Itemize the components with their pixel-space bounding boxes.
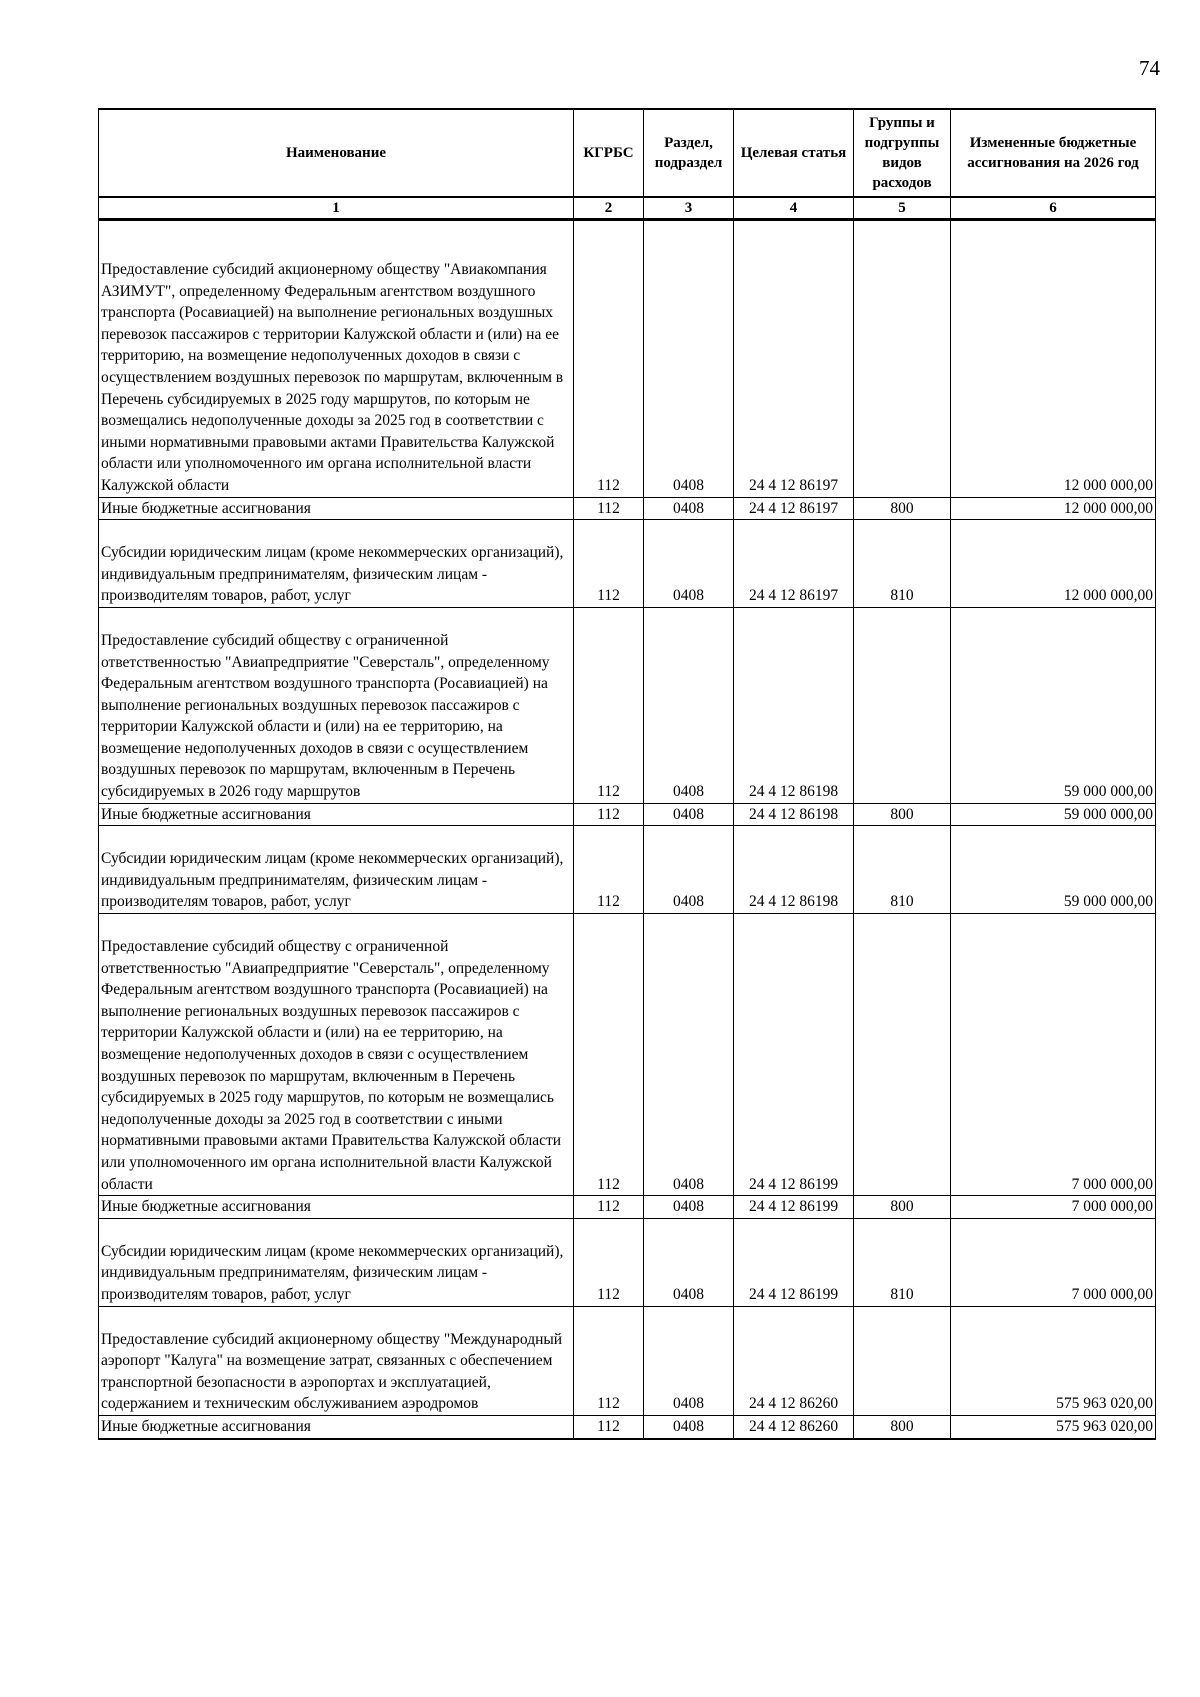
column-number: 5: [854, 197, 951, 220]
row-name: Предоставление субсидий акционерному обществу "Авиакомпания АЗИМУТ", определенному Федеральным агентством воздушного транспорта (Росавиацией) на выполнение региональных воздушных перевозок пассажиров с территории Калужской области и (или) на ее территорию, на возмещение недополученных доходов в связи с осуществлением воздушных перевозок по маршрутам, включенным в Перечень субсидируемых в 2025 году маршрутов, по которым не возмещались недополученные доходы за 2025 год в соответствии с иными нормативными правовыми актами Правительства Калужской области или уполномоченного им органа исполнительной власти Калужской области: [99, 259, 574, 497]
header-kgrbs: КГРБС: [574, 109, 644, 197]
row-group: 800: [854, 1415, 951, 1438]
table-row: [99, 803, 1156, 826]
row-section: 0408: [644, 1196, 734, 1219]
header-target: Целевая статья: [734, 109, 854, 197]
header-row: [99, 109, 1156, 197]
table-row: [99, 259, 1156, 497]
column-number: 3: [644, 197, 734, 220]
row-group: 810: [854, 542, 951, 607]
row-amount: 12 000 000,00: [951, 259, 1156, 497]
row-kgrbs: 112: [574, 1329, 644, 1416]
row-kgrbs: 112: [574, 1241, 644, 1306]
row-section: 0408: [644, 1415, 734, 1438]
row-amount: 7 000 000,00: [951, 936, 1156, 1196]
table-row: [99, 936, 1156, 1196]
row-section: 0408: [644, 542, 734, 607]
table-row: [99, 1196, 1156, 1219]
column-number: 4: [734, 197, 854, 220]
row-section: 0408: [644, 803, 734, 826]
row-amount: 575 963 020,00: [951, 1415, 1156, 1438]
row-kgrbs: 112: [574, 848, 644, 913]
row-target: 24 4 12 86260: [734, 1415, 854, 1438]
row-group: [854, 936, 951, 1196]
row-name: Иные бюджетные ассигнования: [99, 497, 574, 520]
column-number: 2: [574, 197, 644, 220]
row-target: 24 4 12 86198: [734, 848, 854, 913]
table-row: [99, 848, 1156, 913]
row-amount: 7 000 000,00: [951, 1196, 1156, 1219]
row-group: 810: [854, 1241, 951, 1306]
column-number: 1: [99, 197, 574, 220]
header-group: Группы и подгруппы видов расходов: [854, 109, 951, 197]
table-row: [99, 1241, 1156, 1306]
row-name: Предоставление субсидий акционерному обществу "Международный аэропорт "Калуга" на возмещение затрат, связанных с обеспечением транспортной безопасности в аэропортах и эксплуатацией, содержанием и техническим обслуживанием аэродромов: [99, 1329, 574, 1416]
header-name: Наименование: [99, 109, 574, 197]
row-group: 800: [854, 803, 951, 826]
row-name: Иные бюджетные ассигнования: [99, 1415, 574, 1438]
row-group: [854, 1329, 951, 1416]
row-name: Субсидии юридическим лицам (кроме некоммерческих организаций), индивидуальным предпринимателям, физическим лицам - производителям товаров, работ, услуг: [99, 1241, 574, 1306]
row-target: 24 4 12 86197: [734, 259, 854, 497]
header-amount: Измененные бюджетные ассигнования на 2026 год: [951, 109, 1156, 197]
row-name: Предоставление субсидий обществу с ограниченной ответственностью "Авиапредприятие "Северсталь", определенному Федеральным агентством воздушного транспорта (Росавиацией) на выполнение региональных воздушных перевозок пассажиров с территории Калужской области и (или) на ее территорию, на возмещение недополученных доходов в связи с осуществлением воздушных перевозок по маршрутам, включенным в Перечень субсидируемых в 2026 году маршрутов: [99, 630, 574, 803]
column-numbers-row: [99, 197, 1156, 220]
row-group: [854, 630, 951, 803]
page-number: 74: [1139, 56, 1160, 80]
row-amount: 59 000 000,00: [951, 848, 1156, 913]
row-target: 24 4 12 86199: [734, 1196, 854, 1219]
table-row: [99, 1329, 1156, 1416]
row-kgrbs: 112: [574, 259, 644, 497]
row-section: 0408: [644, 497, 734, 520]
row-target: 24 4 12 86260: [734, 1329, 854, 1416]
row-kgrbs: 112: [574, 936, 644, 1196]
row-amount: 12 000 000,00: [951, 497, 1156, 520]
row-target: 24 4 12 86199: [734, 936, 854, 1196]
column-number: 6: [951, 197, 1156, 220]
row-target: 24 4 12 86198: [734, 630, 854, 803]
row-group: 810: [854, 848, 951, 913]
row-kgrbs: 112: [574, 630, 644, 803]
row-section: 0408: [644, 259, 734, 497]
row-target: 24 4 12 86198: [734, 803, 854, 826]
row-amount: 12 000 000,00: [951, 542, 1156, 607]
row-amount: 7 000 000,00: [951, 1241, 1156, 1306]
row-target: 24 4 12 86199: [734, 1241, 854, 1306]
row-group: [854, 259, 951, 497]
row-group: 800: [854, 497, 951, 520]
row-target: 24 4 12 86197: [734, 542, 854, 607]
row-amount: 575 963 020,00: [951, 1329, 1156, 1416]
row-name: Субсидии юридическим лицам (кроме некоммерческих организаций), индивидуальным предпринимателям, физическим лицам - производителям товаров, работ, услуг: [99, 542, 574, 607]
table-row: [99, 1415, 1156, 1438]
row-name: Предоставление субсидий обществу с ограниченной ответственностью "Авиапредприятие "Северсталь", определенному Федеральным агентством воздушного транспорта (Росавиацией) на выполнение региональных воздушных перевозок пассажиров с территории Калужской области и (или) на ее территорию, на возмещение недополученных доходов в связи с осуществлением воздушных перевозок по маршрутам, включенным в Перечень субсидируемых в 2025 году маршрутов, по которым не возмещались недополученные доходы за 2025 год в соответствии с иными нормативными правовыми актами Правительства Калужской области или уполномоченного им органа исполнительной власти Калужской области: [99, 936, 574, 1196]
row-section: 0408: [644, 936, 734, 1196]
row-amount: 59 000 000,00: [951, 630, 1156, 803]
row-kgrbs: 112: [574, 1415, 644, 1438]
header-section: Раздел, подраздел: [644, 109, 734, 197]
table-row: [99, 497, 1156, 520]
row-kgrbs: 112: [574, 1196, 644, 1219]
row-name: Иные бюджетные ассигнования: [99, 803, 574, 826]
row-name: Иные бюджетные ассигнования: [99, 1196, 574, 1219]
row-kgrbs: 112: [574, 803, 644, 826]
row-section: 0408: [644, 1241, 734, 1306]
table-row: [99, 630, 1156, 803]
table-row: [99, 542, 1156, 607]
row-kgrbs: 112: [574, 497, 644, 520]
row-group: 800: [854, 1196, 951, 1219]
row-section: 0408: [644, 630, 734, 803]
row-target: 24 4 12 86197: [734, 497, 854, 520]
row-amount: 59 000 000,00: [951, 803, 1156, 826]
budget-table: [98, 108, 1156, 1440]
row-kgrbs: 112: [574, 542, 644, 607]
row-section: 0408: [644, 1329, 734, 1416]
row-name: Субсидии юридическим лицам (кроме некоммерческих организаций), индивидуальным предпринимателям, физическим лицам - производителям товаров, работ, услуг: [99, 848, 574, 913]
row-section: 0408: [644, 848, 734, 913]
